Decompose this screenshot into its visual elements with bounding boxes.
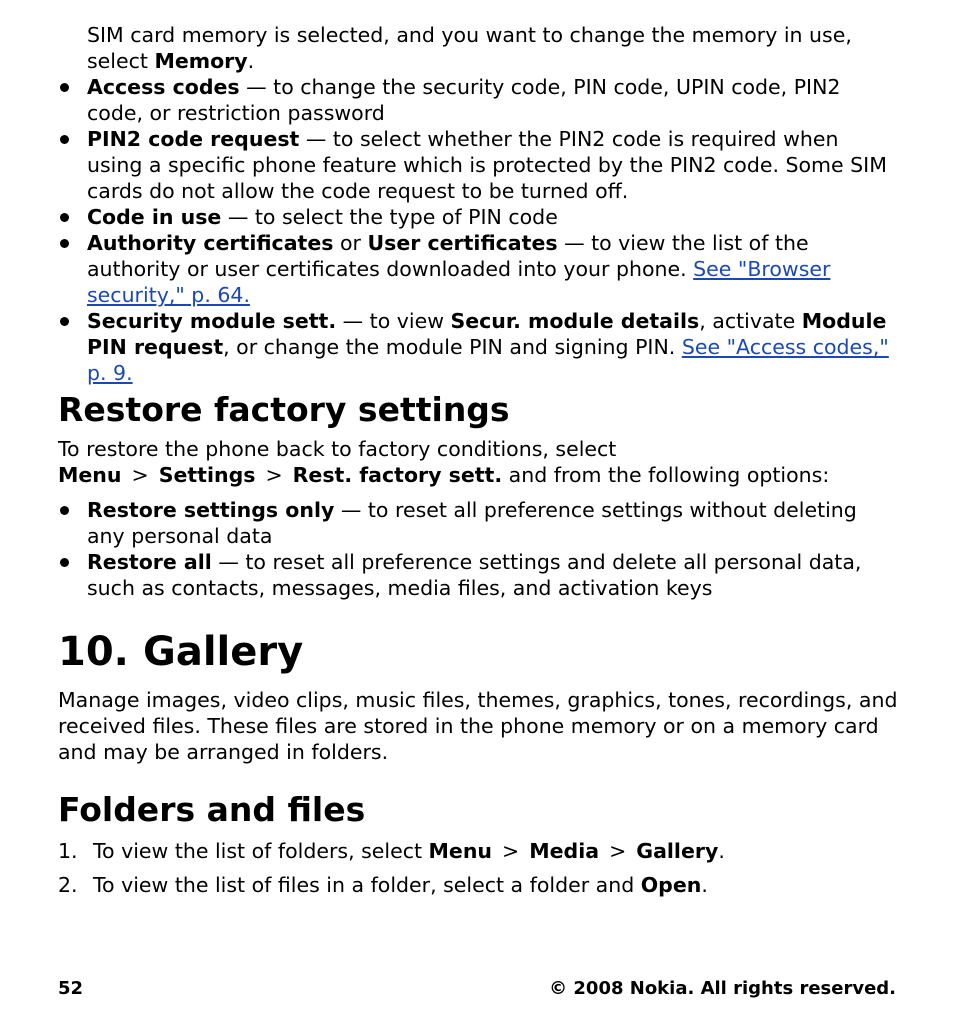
restore-intro: To restore the phone back to factory conditions, select Menu > Settings > Rest. factory sett. and from the following options:	[58, 437, 830, 487]
list-item: Security module sett. — to view Secur. module details, activate Module PIN request, or change the module PIN and signing PIN. See "Access codes," p. 9.	[58, 308, 898, 386]
list-item: Restore all — to reset all preference settings and delete all personal data, such as contacts, messages, media files, and activation keys	[58, 549, 898, 601]
list-item: 2. To view the list of files in a folder, select a folder and Open.	[58, 873, 708, 897]
continuation-paragraph: SIM card memory is selected, and you want to change the memory in use, select Memory.	[87, 23, 852, 73]
access-codes-link[interactable]: See "Access codes," p. 9.	[87, 335, 889, 385]
security-options-list	[58, 74, 898, 386]
restore-heading: Restore factory settings	[58, 390, 510, 429]
page-number: 52	[58, 978, 84, 999]
chapter-title: 10. Gallery	[58, 629, 304, 675]
list-item: Code in use — to select the type of PIN code	[58, 204, 898, 230]
list-item: Access codes — to change the security code, PIN code, UPIN code, PIN2 code, or restriction password	[58, 74, 898, 126]
folders-heading: Folders and files	[58, 790, 366, 829]
list-item: 1. To view the list of folders, select Menu > Media > Gallery.	[58, 839, 725, 863]
browser-security-link[interactable]: See "Browser security," p. 64.	[87, 257, 831, 307]
gallery-intro: Manage images, video clips, music files, themes, graphics, tones, recordings, and received files. These files are stored in the phone memory or on a memory card and may be arranged in folders.	[58, 688, 898, 764]
copyright: © 2008 Nokia. All rights reserved.	[549, 978, 896, 999]
list-item: Restore settings only — to reset all preference settings without deleting any personal data	[58, 497, 898, 549]
chapter-number: 10.	[58, 629, 129, 675]
folders-steps	[58, 838, 898, 906]
list-item: Authority certificates or User certificates — to view the list of the authority or user certificates downloaded into your phone. See "Browser security," p. 64.	[58, 230, 898, 308]
list-item: PIN2 code request — to select whether the PIN2 code is required when using a specific phone feature which is protected by the PIN2 code. Some SIM cards do not allow the code request to be turned off.	[58, 126, 898, 204]
restore-options-list	[58, 497, 898, 601]
memory-option: Memory	[154, 49, 248, 73]
page-footer	[58, 978, 896, 999]
